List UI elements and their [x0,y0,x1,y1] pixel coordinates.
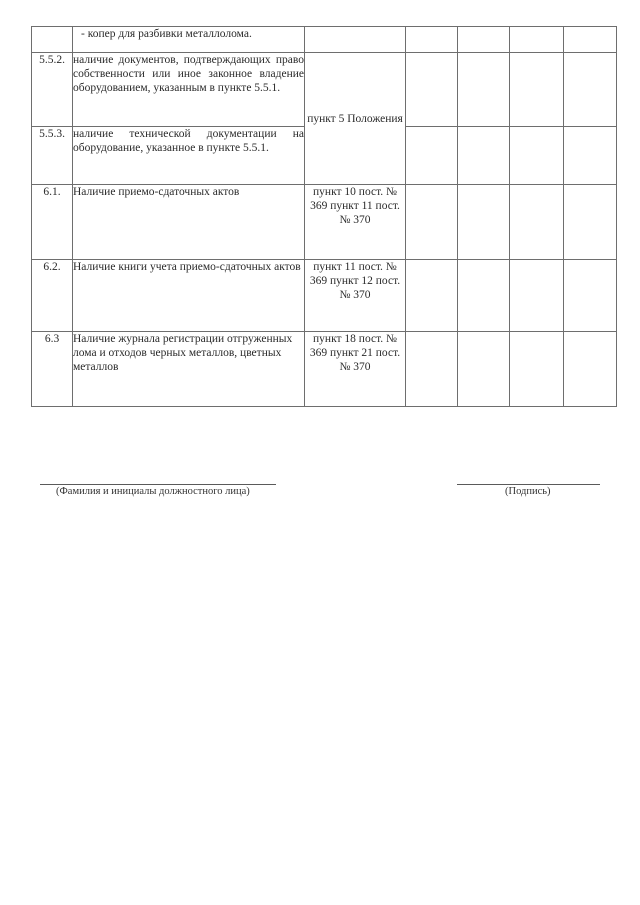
blank-cell [406,127,458,185]
requirement-text: Наличие книги учета приемо-сдаточных актов [73,260,305,332]
blank-cell [510,332,564,407]
blank-cell [406,53,458,127]
signature-line [457,484,600,485]
signature-caption: (Подпись) [505,486,551,497]
blank-cell [564,27,617,53]
blank-cell [406,332,458,407]
requirement-text: Наличие приемо-сдаточных актов [73,185,305,260]
blank-cell [510,127,564,185]
reference-cell: пункт 18 пост. № 369 пункт 21 пост. № 370 [305,332,406,407]
requirement-text: наличие технической документации на оборудование, указанное в пункте 5.5.1. [73,127,305,185]
blank-cell [458,53,510,127]
reference-cell: пункт 10 пост. № 369 пункт 11 пост. № 370 [305,185,406,260]
reference-cell [305,27,406,53]
blank-cell [406,27,458,53]
table-row [32,53,617,127]
row-number: 6.1. [32,185,73,260]
checklist-table [31,26,617,407]
row-number [32,27,73,53]
requirement-text: Наличие журнала регистрации отгруженных лома и отходов черных металлов, цветных металлов [73,332,305,407]
row-number: 6.3 [32,332,73,407]
blank-cell [564,127,617,185]
name-caption: (Фамилия и инициалы должностного лица) [56,486,250,497]
blank-cell [458,127,510,185]
blank-cell [510,27,564,53]
blank-cell [564,185,617,260]
requirement-text: наличие документов, подтверждающих право собственности или иное законное владение оборудованием, указанным в пункте 5.5.1. [73,53,305,127]
blank-cell [406,260,458,332]
blank-cell [564,53,617,127]
table-row [32,185,617,260]
name-signature-line [40,484,276,485]
row-number: 5.5.2. [32,53,73,127]
requirement-text: - копер для разбивки металлолома. [73,27,305,53]
blank-cell [458,332,510,407]
blank-cell [564,332,617,407]
blank-cell [406,185,458,260]
table-row [32,332,617,407]
blank-cell [510,53,564,127]
blank-cell [458,260,510,332]
blank-cell [458,27,510,53]
blank-cell [510,185,564,260]
row-number: 5.5.3. [32,127,73,185]
blank-cell [564,260,617,332]
blank-cell [458,185,510,260]
blank-cell [510,260,564,332]
row-number: 6.2. [32,260,73,332]
reference-cell: пункт 5 Положения [305,53,406,185]
reference-cell: пункт 11 пост. № 369 пункт 12 пост. № 370 [305,260,406,332]
table-row [32,27,617,53]
table-row [32,260,617,332]
